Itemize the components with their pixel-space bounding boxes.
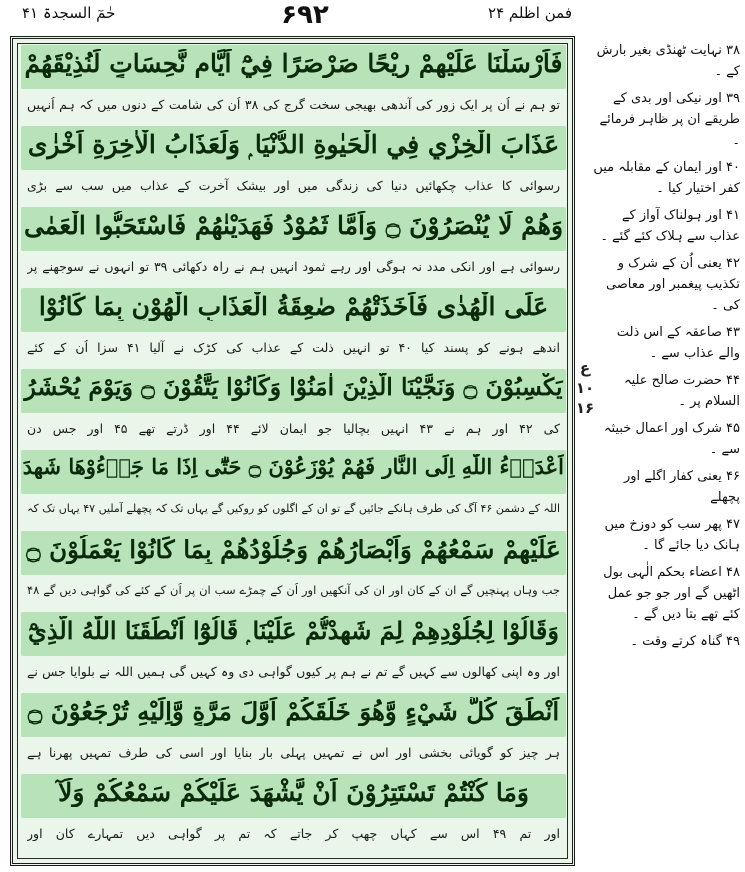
- footnote: ۴۰ اور ایمان کے مقابلہ میں کفر اختیار کیا ۔: [593, 160, 740, 196]
- page-header: [0, 0, 600, 34]
- footnote: ۴۱ اور ہولناک آواز کے عذاب سے ہلاک کئے گئے ۔: [600, 208, 740, 244]
- urdu-translation-line: ہر چیز کو گویائی بخشی اور اس نے تمہیں پہلی بار بنایا اور اسی کی طرف تمہیں پھرنا ہے: [27, 745, 560, 760]
- ruku-marker-count: ۱۶: [575, 399, 595, 417]
- urdu-translation-line: کی ۴۲ اور ہم نے ۴۳ انہیں بچالیا جو ایمان لائے ۴۴ اور ڈرتے تھے ۴۵ اور جس دن: [27, 421, 560, 436]
- urdu-translation-line: اور تم ۴۹ اس سے کہاں چھپ کر جاتے کہ تم پر گواہی دیں تمہارے کان اور: [27, 826, 560, 841]
- footnote: ۴۳ صاعقہ کے اس ذلت والے عذاب سے ۔: [616, 325, 740, 361]
- arabic-verse-line: عَلَيْهِمْ سَمْعُهُمْ وَاَبْصَارُهُمْ وَجُلُوْدُهُمْ بِمَا كَانُوْا يَعْمَلُوْنَ ۝: [26, 535, 561, 564]
- footnote: ۴۵ شرک اور اعمال خبیثہ سے ۔: [603, 421, 740, 457]
- side-notes: [592, 40, 740, 658]
- urdu-translation-line: رسوائی کا عذاب چکھائیں دنیا کی زندگی میں اور بیشک آخرت کے عذاب میں سب سے بڑی: [27, 178, 560, 193]
- footnote: ۳۹ اور نیکی اور بدی کے طریقے ان پر ظاہر فرمائے ۔: [599, 91, 740, 148]
- arabic-verse-line: وَهُمْ لَا يُنْصَرُوْنَ ۝ وَاَمَّا ثَمُوْدُ فَهَدَيْنٰهُمْ فَاسْتَحَبُّوا الْعَمٰى: [23, 211, 564, 240]
- urdu-translation-line: اللہ کے دشمن ۴۶ آگ کی طرف ہانکے جائیں گے تو ان کے اگلوں کو روکیں گے یہاں تک کہ پچھلے آملیں ۴۷ یہاں تک کہ: [27, 502, 560, 515]
- footnote: ۴۷ پھر سب کو دوزخ میں ہانک دیا جائے گا ۔: [604, 517, 740, 553]
- footnote: ۴۶ یعنی کفار اگلے اور پچھلے: [623, 469, 740, 505]
- footnote: ۴۲ یعنی اُن کے شرک و تکذیب پیغمبر اور معاصی کی ۔: [605, 256, 740, 313]
- surah-name: حٰمٓ السجدۃ ۴۱: [22, 4, 116, 22]
- verse-frame: [10, 36, 575, 866]
- arabic-verse-line: اَنْطَقَ كُلَّ شَيْءٍ وَّهُوَ خَلَقَكُمْ اَوَّلَ مَرَّةٍ وَّاِلَيْهِ تُرْجَعُوْنَ ۝: [27, 697, 560, 726]
- arabic-verse-line: عَلَى الْهُدٰى فَاَخَذَتْهُمْ صٰعِقَةُ الْعَذَابِ الْهُوْنِ بِمَا كَانُوْا: [38, 292, 549, 321]
- urdu-translation-line: اور وہ اپنی کھالوں سے کہیں گے تم نے ہم پر کیوں گواہی دی وہ کہیں گی ہمیں اللہ نے بلوایا جس نے: [27, 664, 560, 679]
- arabic-verse-line: يَكْسِبُوْنَ ۝ وَنَجَّيْنَا الَّذِيْنَ اٰمَنُوْا وَكَانُوْا يَتَّقُوْنَ ۝ وَيَوْمَ يُحْشَرُ: [24, 373, 563, 401]
- urdu-translation-line: تو ہم نے اُن پر ایک زور کی آندھی بھیجی سخت گرج کی ۳۸ اُن کی شامت کے دنوں میں کہ ہم اُنہیں: [27, 97, 560, 112]
- arabic-verse-line: عَذَابَ الْخِزْيِ فِي الْحَيٰوةِ الدُّنْيَا ۭ وَلَعَذَابُ الْاٰخِرَةِ اَخْزٰى: [27, 130, 560, 159]
- urdu-translation-line: رسوائی ہے اور انکی مدد نہ ہوگی اور رہے ثمود انہیں ہم نے راہ دکھائی ۳۹ تو انہوں نے سوجھنے پر: [27, 259, 560, 274]
- footnote: ۳۸ نہایت ٹھنڈی بغیر بارش کے ۔: [596, 43, 740, 79]
- urdu-translation-line: اندھے ہونے کو پسند کیا ۴۰ تو انہیں ذلت کے عذاب کی کڑک نے آلیا ۴۱ سزا اُن کے کئے: [27, 340, 560, 355]
- arabic-verse-line: وَقَالُوْا لِجُلُوْدِهِمْ لِمَ شَهِدْتُّمْ عَلَيْنَا ۭ قَالُوْٓا اَنْطَقَنَا اللّٰهُ الَّذِيْٓ: [28, 616, 559, 645]
- ruku-marker-number: ۱۰: [575, 379, 595, 397]
- arabic-verse-line: اَعْدَاۗءُ اللّٰهِ اِلَى النَّارِ فَهُمْ يُوْزَعُوْنَ ۝ حَتّٰٓى اِذَا مَا جَاۗءُوْهَا شَهِدَ: [23, 454, 564, 479]
- arabic-verse-line: وَمَا كُنْتُمْ تَسْتَتِرُوْنَ اَنْ يَّشْهَدَ عَلَيْكُمْ سَمْعُكُمْ وَلَآ: [58, 778, 529, 807]
- page-number: ۶۹۲: [281, 0, 329, 30]
- urdu-translation-line: جب وہاں پہنچیں گے ان کے کان اور ان کی آنکھیں اور اُن کے چمڑے سب ان پر اُن کے کئے کی گواہی دیں گے ۴۸: [27, 583, 560, 597]
- arabic-verse-line: فَاَرْسَلْنَا عَلَيْهِمْ رِيْحًا صَرْصَرًا فِيْٓ اَيَّامٍ نَّحِسَاتٍ لِّنُذِيْقَهُمْ: [24, 49, 563, 78]
- footnote: ۴۹ گناہ کرتے وقت ۔: [630, 634, 740, 649]
- footnote: ۴۸ اعضاء بحکم الٰہی بول اٹھیں گے اور جو جو عمل کئے تھے بتا دیں گے ۔: [603, 565, 740, 622]
- para-name: فمن اظلم ۲۴: [488, 4, 572, 22]
- ruku-marker-letter: ع: [579, 359, 591, 377]
- footnote: ۴۴ حضرت صالح علیہ السلام پر ۔: [623, 373, 740, 409]
